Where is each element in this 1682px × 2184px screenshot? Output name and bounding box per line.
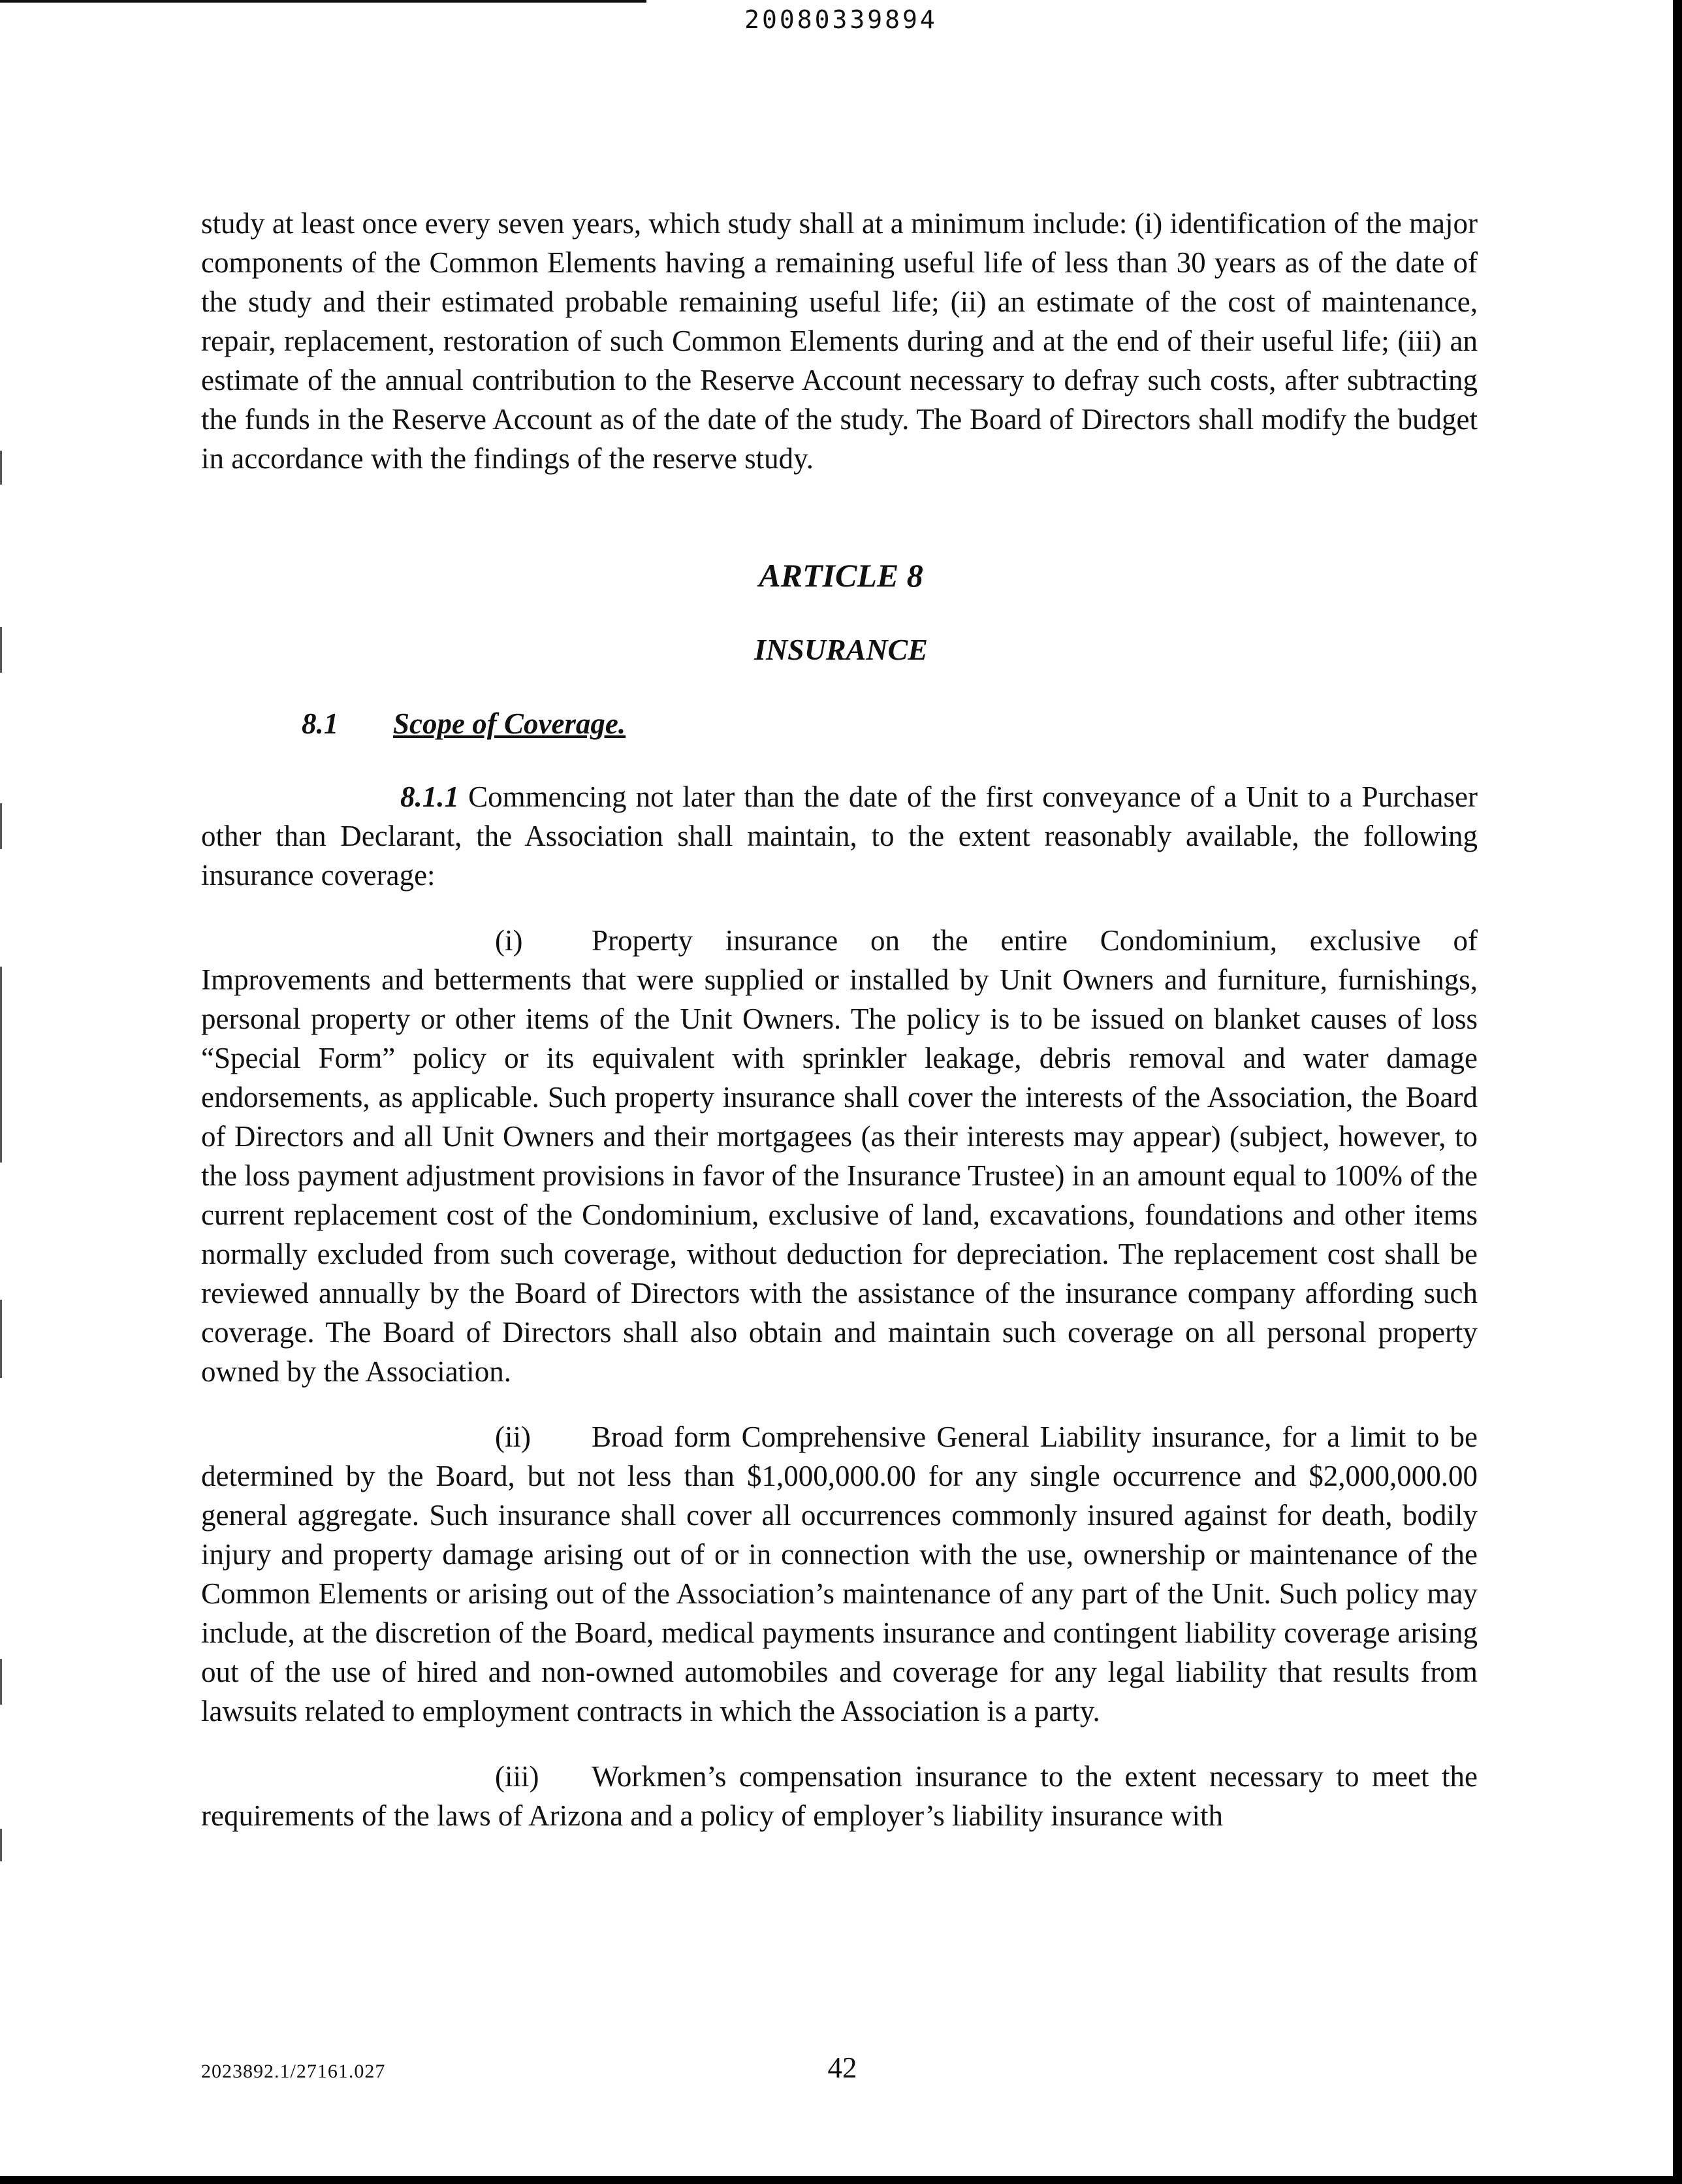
page-number: 42: [827, 2051, 857, 2084]
section-heading: [302, 707, 626, 741]
scan-artifact: [0, 451, 2, 485]
page-body: [201, 204, 1478, 478]
section-title: Scope of Coverage.: [393, 707, 626, 740]
item-label: (iii): [495, 1760, 539, 1793]
bottom-scan-border: [0, 2176, 1682, 2184]
scan-artifact: [0, 803, 2, 849]
top-rule: [0, 0, 646, 3]
item-text: Property insurance on the entire Condominium, exclusive of Improvements and betterments that were supplied or installed by Unit Owners and furniture, furnishings, personal property or other items of the Unit Owners. The policy is to be issued on blanket causes of loss “Special Form” policy or its equivalent with sprinkler leakage, debris removal and water damage endorsements, as applicable. Such property insurance shall cover the interests of the Association, the Board of Directors and all Unit Owners and their mortgagees (as their interests may appear) (subject, however, to the loss payment adjustment provisions in favor of the Insurance Trustee) in an amount equal to 100% of the current replacement cost of the Condominium, exclusive of land, excavations, foundations and other items normally excluded from such coverage, without deduction for depreciation. The replacement cost shall be reviewed annually by the Board of Directors with the assistance of the insurance company affording such coverage. The Board of Directors shall also obtain and maintain such coverage on all personal property owned by the Association.: [201, 924, 1478, 1388]
document-id: 20080339894: [744, 5, 938, 34]
item-text: Broad form Comprehensive General Liability insurance, for a limit to be determined by the Board, but not less than $1,000,000.00 for any single occurrence and $2,000,000.00 general aggregate. Such insurance shall cover all occurrences commonly insured against for death, bodily injury and property damage arising out of or in connection with the use, ownership or maintenance of the Common Elements or arising out of the Association’s maintenance of any part of the Unit. Such policy may include, at the discretion of the Board, medical payments insurance and contingent liability coverage arising out of the use of hired and non-owned automobiles and coverage for any legal liability that results from lawsuits related to employment contracts in which the Association is a party.: [201, 1421, 1478, 1727]
scan-artifact: [0, 1829, 2, 1861]
scan-artifact: [0, 1300, 2, 1378]
section-number: 8.1: [302, 707, 339, 740]
item-label: (ii): [495, 1421, 531, 1453]
article-subtitle: INSURANCE: [754, 633, 928, 666]
continuation-paragraph: study at least once every seven years, which study shall at a minimum include: (i) identification of the major components of the Common Elements having a remaining useful life of less than 30 years as of the date of the study and their estimated probable remaining useful life; (ii) an estimate of the cost of maintenance, repair, replacement, restoration of such Common Elements during and at the end of their useful life; (iii) an estimate of the annual contribution to the Reserve Account necessary to defray such costs, after subtracting the funds in the Reserve Account as of the date of the study. The Board of Directors shall modify the budget in accordance with the findings of the reserve study.: [201, 207, 1478, 475]
item-text: Workmen’s compensation insurance to the extent necessary to meet the requirements of the laws of Arizona and a policy of employer’s liability insurance with: [201, 1760, 1478, 1832]
scan-artifact: [0, 967, 2, 1163]
subsection-text: Commencing not later than the date of the first conveyance of a Unit to a Purchaser other than Declarant, the Association shall maintain, to the extent reasonably available, the following insurance coverage:: [201, 780, 1478, 891]
footer-reference: 2023892.1/27161.027: [201, 2061, 386, 2082]
scan-artifact: [0, 1659, 2, 1705]
subsection-number: 8.1.1: [400, 780, 459, 813]
subsection-paragraph: [201, 777, 1478, 895]
item-label: (i): [495, 924, 523, 957]
right-scan-border: [1673, 0, 1682, 2184]
list-item: [201, 921, 1478, 1391]
list-item: [201, 1417, 1478, 1731]
section-content: [201, 777, 1478, 1835]
article-title: ARTICLE 8: [759, 557, 923, 594]
list-item: [201, 1757, 1478, 1835]
